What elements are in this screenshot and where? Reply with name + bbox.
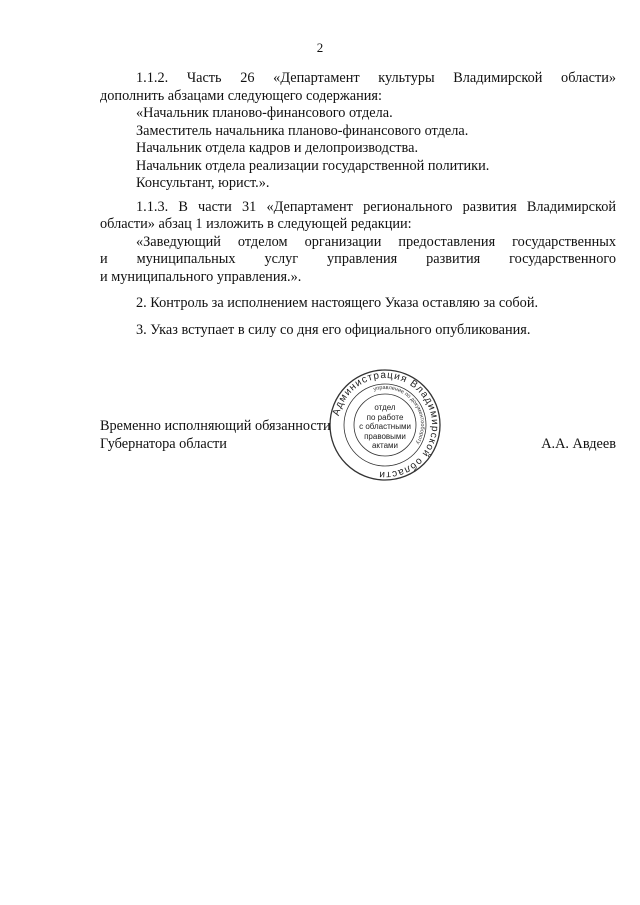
seal-line: отдел — [374, 403, 396, 412]
signatory-title-line-1: Временно исполняющий обязанности — [100, 418, 331, 434]
list-item: Консультант, юрист.». — [136, 175, 270, 191]
list-item: «Начальник планово-финансового отдела. — [136, 105, 393, 121]
seal-line: с областными — [359, 422, 411, 431]
paragraph-3: 3. Указ вступает в силу со дня его официального опубликования. — [136, 321, 531, 338]
list-item: Начальник отдела кадров и делопроизводства. — [136, 140, 419, 156]
paragraph-2: 2. Контроль за исполнением настоящего Указа оставляю за собой. — [136, 295, 539, 311]
signatory-name: А.А. Авдеев — [541, 435, 616, 452]
paragraph-1-1-3-continued: области» абзац 1 изложить в следующей редакции: — [100, 216, 412, 232]
paragraph-1-1-3: 1.1.3. В части 31 «Департамент регионального развития Владимирской — [136, 198, 616, 215]
paragraph-1-1-2: 1.1.2. Часть 26 «Департамент культуры Владимирской области» — [136, 70, 616, 86]
list-item: Заместитель начальника планово-финансового отдела. — [136, 122, 469, 139]
signatory-title — [100, 418, 331, 453]
seal-line: правовыми — [364, 431, 406, 441]
seal-line: по работе — [366, 412, 404, 422]
paragraph-1-1-2-continued: дополнить абзацами следующего содержания: — [100, 87, 382, 104]
quoted-position-line-3: и муниципального управления.». — [100, 268, 302, 285]
document-body — [100, 70, 616, 339]
seal-line: актами — [371, 441, 399, 450]
seal-center-text — [338, 403, 432, 451]
seal-outer-text: Администрация Владимирской области — [330, 369, 441, 481]
signatory-title-line-2: Губернатора области — [100, 435, 227, 452]
quoted-position: «Заведующий отделом организации предоставления государственных — [136, 233, 616, 250]
page-number: 2 — [316, 40, 324, 55]
list-item: Начальник отдела реализации государственной политики. — [136, 157, 490, 174]
seal-ring-text: управление по документообороту — [372, 384, 426, 446]
quoted-position-line-2: и муниципальных услуг управления развития государственного — [100, 251, 616, 267]
